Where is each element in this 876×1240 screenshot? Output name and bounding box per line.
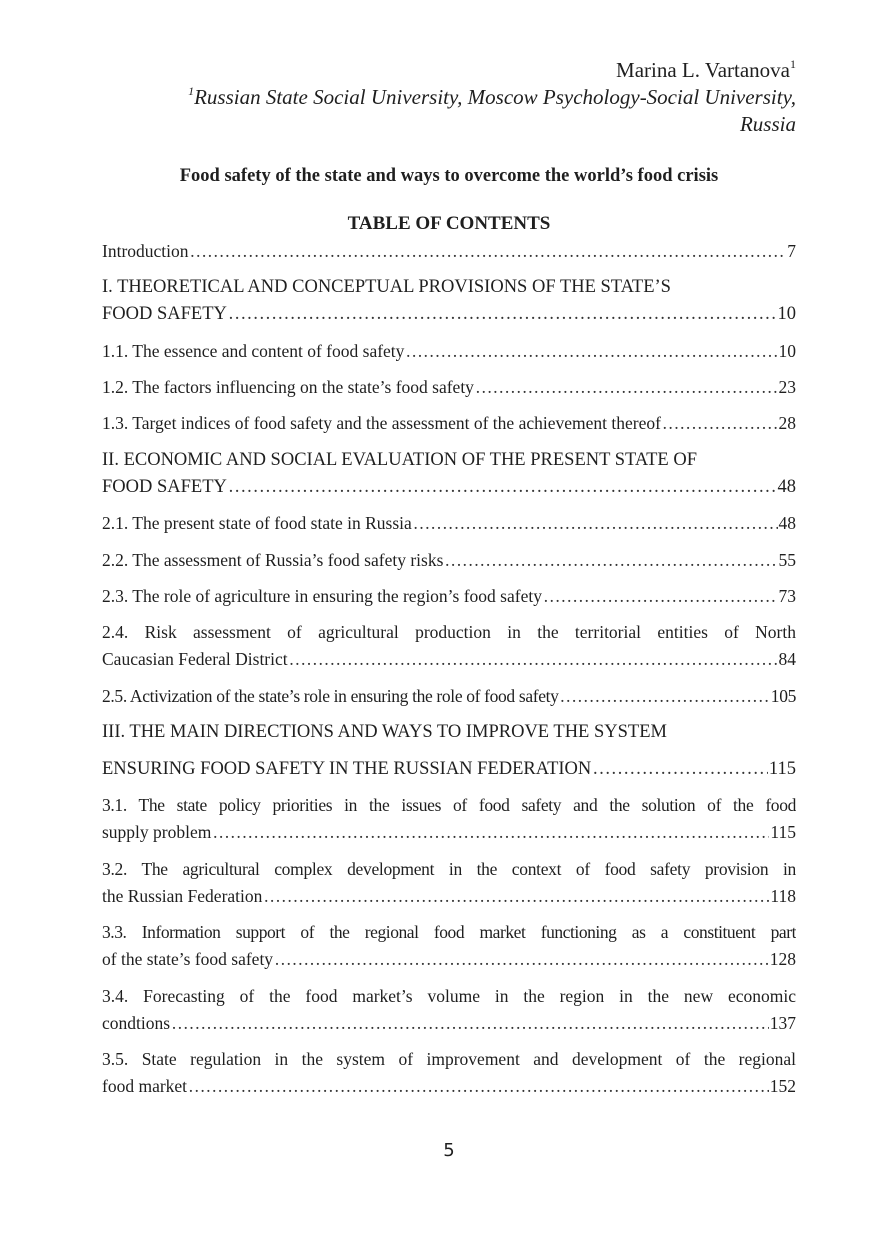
- toc-page-number: 28: [778, 413, 796, 433]
- toc-page-number: 118: [770, 886, 796, 906]
- toc-page-number: 152: [769, 1076, 796, 1096]
- affiliation-superscript: 1: [188, 84, 195, 98]
- dot-leader: [662, 410, 778, 437]
- dot-leader: [560, 683, 770, 710]
- dot-leader: [413, 510, 778, 537]
- dot-leader: [212, 819, 769, 846]
- toc-entry-title: 3.3. Information support of the regional food market functioning as a constituent part: [102, 922, 796, 942]
- toc-entry-part-3-cont[interactable]: [102, 756, 796, 783]
- toc-entry-part-3[interactable]: [102, 719, 796, 746]
- toc-entry-title: 2.1. The present state of food state in Russia: [102, 513, 412, 533]
- dot-leader: [188, 1073, 769, 1100]
- dot-leader: [543, 583, 778, 610]
- toc-entry-3-2[interactable]: [102, 856, 796, 910]
- dot-leader: [228, 301, 777, 328]
- toc-page-number: 137: [769, 1013, 796, 1033]
- affiliation-line-2: Russia: [739, 112, 796, 136]
- toc-page-number: 48: [778, 513, 796, 533]
- toc-page-number: 55: [778, 550, 796, 570]
- author-text: Marina L. Vartanova: [616, 58, 790, 82]
- toc-entry-title-cont: supply problem: [102, 822, 212, 842]
- toc-entry-3-1[interactable]: [102, 792, 796, 846]
- author-superscript: 1: [790, 57, 796, 71]
- dot-leader: [274, 946, 769, 973]
- toc-entry-2-5[interactable]: [102, 683, 796, 710]
- toc-entry-1-1[interactable]: [102, 338, 796, 365]
- toc-page-number: 115: [770, 822, 796, 842]
- toc-page-number: 48: [777, 477, 796, 497]
- toc-entry-title: 1.1. The essence and content of food safety: [102, 341, 405, 361]
- toc-entry-title: 1.3. Target indices of food safety and the assessment of the achievement thereof: [102, 413, 661, 433]
- toc-entry-title: I. THEORETICAL AND CONCEPTUAL PROVISIONS OF THE STATE’S: [102, 277, 671, 297]
- affiliation-line-1: [102, 84, 796, 111]
- dot-leader: [190, 238, 787, 265]
- toc-entry-title: ENSURING FOOD SAFETY IN THE RUSSIAN FEDERATION: [102, 759, 592, 779]
- toc-entry-3-4[interactable]: [102, 983, 796, 1037]
- toc-entry-title-cont: of the state’s food safety: [102, 949, 274, 969]
- toc-page-number: 115: [768, 759, 796, 779]
- toc-entry-title-cont: FOOD SAFETY: [102, 304, 227, 324]
- toc-entry-title-cont: Caucasian Federal District: [102, 649, 288, 669]
- toc-page-number: 84: [778, 649, 796, 669]
- toc-entry-title: III. THE MAIN DIRECTIONS AND WAYS TO IMPROVE THE SYSTEM: [102, 722, 667, 742]
- toc-entry-title: 2.3. The role of agriculture in ensuring the region’s food safety: [102, 586, 542, 606]
- dot-leader: [444, 547, 777, 574]
- author-name: [616, 56, 796, 84]
- dot-leader: [228, 474, 777, 501]
- toc-entry-title-cont: FOOD SAFETY: [102, 477, 227, 497]
- toc-page-number: 128: [769, 949, 796, 969]
- toc-entry-title: 1.2. The factors influencing on the state’s food safety: [102, 377, 474, 397]
- dot-leader: [171, 1010, 769, 1037]
- toc-page-number: 23: [778, 377, 796, 397]
- toc-heading: TABLE OF CONTENTS: [347, 213, 551, 234]
- toc-entry-title: 3.4. Forecasting of the food market’s volume in the region in the new economic: [102, 986, 796, 1006]
- toc-entry-title: 3.1. The state policy priorities in the issues of food safety and the solution of the food: [102, 795, 796, 815]
- toc-entry-title: II. ECONOMIC AND SOCIAL EVALUATION OF THE PRESENT STATE OF: [102, 450, 697, 470]
- toc-entry-title: 3.2. The agricultural complex development in the context of food safety provision in: [102, 859, 796, 879]
- toc-entry-part-1[interactable]: [102, 274, 796, 328]
- toc-page-number: 7: [787, 241, 796, 261]
- toc-entry-title-cont: the Russian Federation: [102, 886, 263, 906]
- toc-entry-2-1[interactable]: [102, 510, 796, 537]
- toc-entry-3-3[interactable]: [102, 919, 796, 973]
- toc-entry-title-cont: condtions: [102, 1013, 171, 1033]
- toc-entry-3-5[interactable]: [102, 1046, 796, 1100]
- toc-entry-part-2[interactable]: [102, 447, 796, 501]
- toc-entry-title: 3.5. State regulation in the system of improvement and development of the regional: [102, 1049, 796, 1069]
- toc-entry-title: Introduction: [102, 241, 189, 261]
- toc-page-number: 10: [777, 304, 796, 324]
- dot-leader: [405, 338, 777, 365]
- page-number: 5: [443, 1140, 455, 1161]
- toc-page-number: 73: [778, 586, 796, 606]
- dot-leader: [263, 883, 769, 910]
- document-page: [102, 0, 796, 1240]
- dot-leader: [289, 646, 778, 673]
- toc-entry-title: 2.5. Activization of the state’s role in ensuring the role of food safety: [102, 686, 559, 706]
- toc-page-number: 105: [770, 686, 796, 706]
- toc-entry-title: 2.4. Risk assessment of agricultural production in the territorial entities of North: [102, 622, 796, 642]
- dot-leader: [592, 756, 768, 783]
- dot-leader: [475, 374, 778, 401]
- toc-entry-1-2[interactable]: [102, 374, 796, 401]
- paper-title: Food safety of the state and ways to overcome the world’s food crisis: [179, 166, 719, 186]
- toc-entry-2-3[interactable]: [102, 583, 796, 610]
- affiliation-text-1: Russian State Social University, Moscow Psychology-Social University,: [194, 85, 796, 109]
- toc-entry-1-3[interactable]: [102, 410, 796, 437]
- toc-entry-title: 2.2. The assessment of Russia’s food safety risks: [102, 550, 444, 570]
- toc-page-number: 10: [778, 341, 796, 361]
- toc-entry-title-cont: food market: [102, 1076, 188, 1096]
- toc-entry-2-2[interactable]: [102, 547, 796, 574]
- author-affiliation: [102, 84, 796, 138]
- toc-entry-introduction[interactable]: [102, 238, 796, 265]
- toc-entry-2-4[interactable]: [102, 619, 796, 673]
